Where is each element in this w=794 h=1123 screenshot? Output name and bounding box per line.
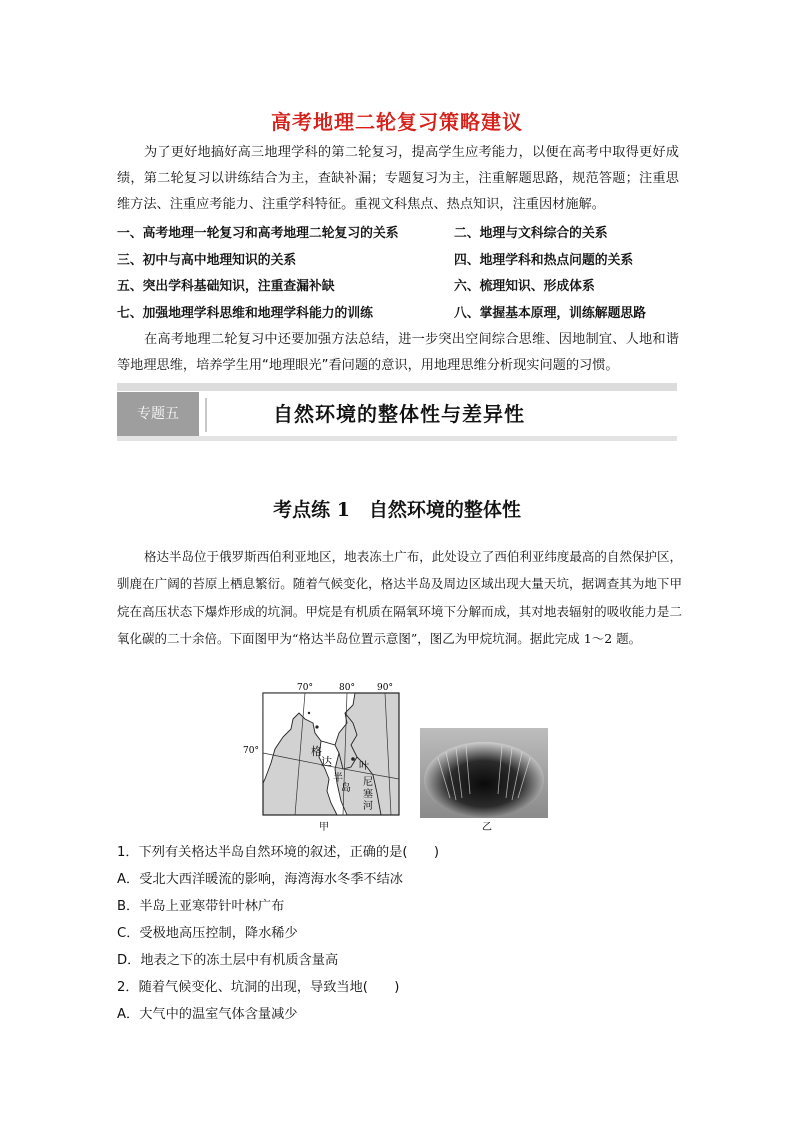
section-title: 考点练 1 自然环境的整体性 <box>273 499 521 521</box>
strategy-item: 一、高考地理一轮复习和高考地理二轮复习的关系 <box>117 226 399 241</box>
strategy-item: 三、初中与高中地理知识的关系 <box>117 252 297 268</box>
strategy-row <box>117 221 687 248</box>
place-label: 格 <box>311 745 322 758</box>
reading-passage: 格达半岛位于俄罗斯西伯利亚地区，地表冻土广布，此处设立了西伯利亚纬度最高的自然保护区，驯鹿在广阔的苔原上栖息繁衍。随着气候变化，格达半岛及周边区域出现大量天坑，据调查其为地下甲烷在高压状态下爆炸形成的坑洞。甲烷是有机质在隔氧环境下分解而成，其对地表辐射的吸收能力是二氧化碳的二十余倍。下面图甲为“格达半岛位置示意图”，图乙为甲烷坑洞。据此完成 1～2 题。 <box>117 549 682 646</box>
question-stem: 1．下列有关格达半岛自然环境的叙述，正确的是( ) <box>117 845 439 860</box>
document-title: 高考地理二轮复习策略建议 <box>271 110 523 134</box>
strategy-row <box>117 301 687 328</box>
topic-tab: 专题五 <box>117 392 199 437</box>
place-label: 叶 <box>359 761 369 772</box>
place-label: 岛 <box>341 783 351 794</box>
place-label: 塞 <box>363 789 373 800</box>
strategy-item: 六、梳理知识、形成体系 <box>454 279 595 294</box>
banner-top-rule <box>117 383 677 391</box>
intro-paragraph: 为了更好地搞好高三地理学科的第二轮复习，提高学生应考能力，以便在高考中取得更好成绩，第二轮复习以讲练结合为主，查缺补漏；专题复习为主，注重解题思路，规范答题；注重思维方法、注重应考能力、注重学科特征。重视文科焦点、热点知识，注重因材施解。 <box>117 145 679 212</box>
strategy-row <box>117 248 687 275</box>
answer-option: B．半岛上亚寒带针叶林广布 <box>117 899 285 914</box>
lon-label: 70° <box>297 683 313 693</box>
map-marker <box>315 725 318 728</box>
map-marker <box>308 712 310 714</box>
crater-photo <box>420 728 550 833</box>
place-label: 达 <box>321 755 332 768</box>
answer-option: A．大气中的温室气体含量减少 <box>117 1007 298 1022</box>
place-label: 半 <box>333 773 343 784</box>
crater-pit <box>424 742 544 818</box>
map-marker <box>351 757 355 761</box>
closing-paragraph: 在高考地理二轮复习中还要加强方法总结，进一步突出空间综合思维、因地制宜、人地和谐等地理思维，培养学生用“地理眼光”看问题的意识，用地理思维分析现实问题的习惯。 <box>117 332 679 373</box>
figure-caption: 甲 <box>319 822 329 833</box>
strategy-list <box>117 221 687 327</box>
topic-title: 自然环境的整体性与差异性 <box>273 402 525 426</box>
strategy-item: 五、突出学科基础知识，注重查漏补缺 <box>117 279 335 294</box>
answer-option: A．受北大西洋暖流的影响，海湾海水冬季不结冰 <box>117 872 403 887</box>
answer-option: C．受极地高压控制，降水稀少 <box>117 926 298 941</box>
strategy-item: 二、地理与文科综合的关系 <box>454 226 608 241</box>
lon-label: 90° <box>377 683 393 693</box>
question-stem: 2．随着气候变化、坑洞的出现，导致当地( ) <box>117 980 400 995</box>
lon-label: 80° <box>339 683 355 693</box>
answer-option: D．地表之下的冻土层中有机质含量高 <box>117 953 339 968</box>
strategy-item: 八、掌握基本原理，训练解题思路 <box>454 305 646 321</box>
place-label: 尼 <box>363 777 373 788</box>
topic-banner <box>117 383 677 441</box>
lat-label: 70° <box>243 746 259 756</box>
banner-bottom-rule <box>117 436 677 441</box>
place-label: 河 <box>363 801 373 812</box>
strategy-item: 七、加强地理学科思维和地理学科能力的训练 <box>117 305 373 321</box>
figure-caption: 乙 <box>482 822 492 833</box>
location-map <box>235 683 405 833</box>
banner-divider <box>205 398 207 432</box>
strategy-item: 四、地理学科和热点问题的关系 <box>454 252 634 268</box>
strategy-row <box>117 274 687 301</box>
